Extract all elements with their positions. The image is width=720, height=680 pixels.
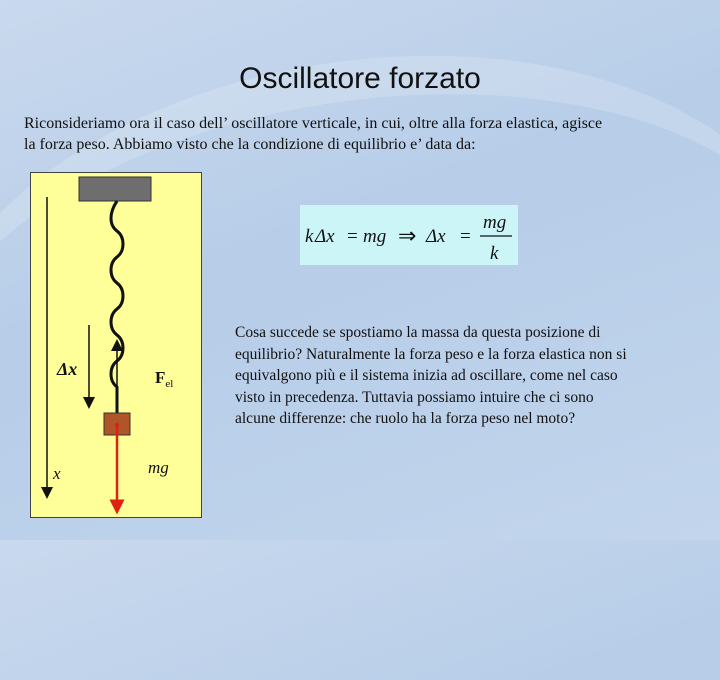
elastic-force-label: $F_{el}$ (155, 368, 174, 390)
intro-paragraph (24, 113, 694, 155)
ceiling-block (79, 177, 151, 201)
slide-title: Oscillatore forzato (239, 62, 481, 95)
equilibrium-formula (300, 205, 518, 265)
formula-delta-x-rhs: Δx (426, 226, 446, 247)
delta-x-label: Δx (57, 359, 78, 379)
body-line: visto in precedenza. Tuttavia possiamo intuire che ci sono (235, 388, 594, 406)
formula-equals: = (347, 226, 358, 247)
intro-line: Riconsideriamo ora il caso dell’ oscillatore verticale, in cui, oltre alla forza elastica, agisce (24, 115, 603, 132)
explanation-paragraph (235, 322, 697, 430)
formula-delta-x: Δx (315, 226, 335, 247)
weight-label: mg (148, 458, 169, 477)
intro-line: la forza peso. Abbiamo visto che la condizione di equilibrio e’ data da: (24, 136, 476, 153)
mass-center-dot (115, 423, 119, 427)
body-line: alcune differenze: che ruolo ha la forza peso nel moto? (235, 410, 576, 427)
formula-numerator: mg (483, 212, 507, 233)
formula-denominator: k (490, 243, 499, 264)
spring-diagram (30, 172, 202, 518)
formula-implies: ⇒ (398, 223, 417, 248)
formula-mg: mg (363, 226, 387, 247)
formula-k: k (305, 226, 314, 247)
body-line: equivalgono più e il sistema inizia ad oscillare, come nel caso (235, 367, 618, 384)
body-line: Cosa succede se spostiamo la massa da questa posizione di (235, 324, 601, 341)
x-axis-label: x (53, 464, 61, 483)
body-line: equilibrio? Naturalmente la forza peso e la forza elastica non si (235, 345, 627, 363)
formula-equals-rhs: = (460, 226, 471, 247)
